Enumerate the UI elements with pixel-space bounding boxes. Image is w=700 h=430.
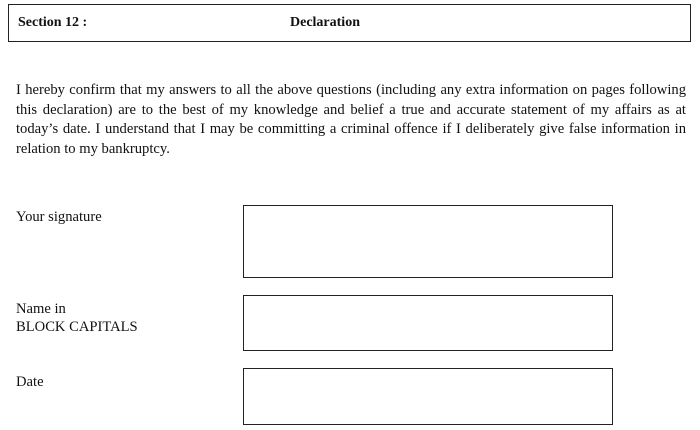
date-label-text: Date bbox=[16, 374, 44, 390]
signature-field[interactable] bbox=[243, 205, 613, 278]
date-label bbox=[16, 373, 44, 391]
section-header bbox=[8, 4, 691, 42]
section-title: Declaration bbox=[290, 15, 360, 30]
signature-label bbox=[16, 208, 102, 226]
signature-label-text: Your signature bbox=[16, 209, 102, 225]
name-label-line2: BLOCK CAPITALS bbox=[16, 319, 138, 335]
name-label bbox=[16, 300, 138, 336]
date-field[interactable] bbox=[243, 368, 613, 425]
declaration-text: I hereby confirm that my answers to all the above questions (including any extra information on pages following this declaration) are to the best of my knowledge and belief a true and accurate statement of my affairs as at today’s date. I understand that I may be committing a criminal offence if I deliberately give false information in relation to my bankruptcy. bbox=[16, 82, 686, 157]
name-label-line1: Name in bbox=[16, 301, 66, 317]
section-number: Section 12 : bbox=[18, 15, 88, 30]
name-field[interactable] bbox=[243, 295, 613, 351]
